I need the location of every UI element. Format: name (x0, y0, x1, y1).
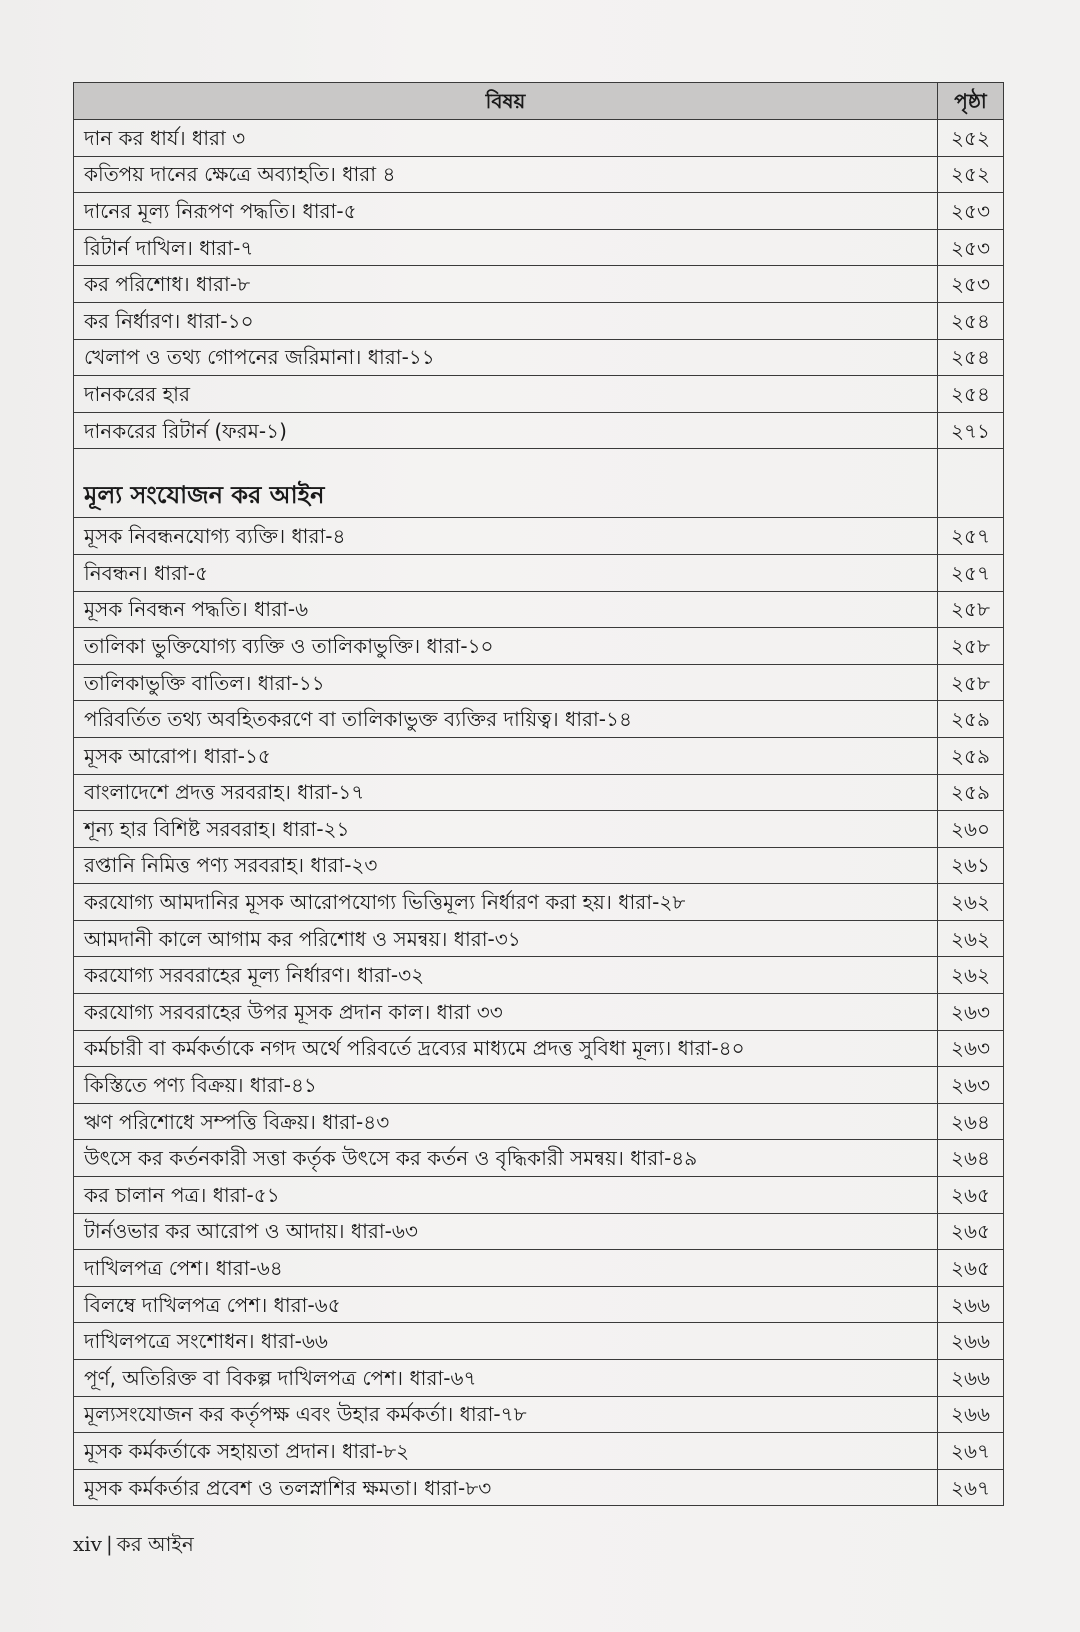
row-page-number: ২৬২ (938, 920, 1004, 957)
header-page: পৃষ্ঠা (938, 83, 1004, 120)
row-page-number: ২৬৬ (938, 1360, 1004, 1397)
table-row (74, 920, 1004, 957)
row-page-number: ২৭১ (938, 412, 1004, 449)
row-page-number: ২৫২ (938, 120, 1004, 157)
row-subject: করযোগ্য সরবরাহের উপর মূসক প্রদান কাল। ধারা ৩৩ (74, 994, 938, 1031)
table-row (74, 774, 1004, 811)
table-row (74, 591, 1004, 628)
row-subject: মূসক নিবন্ধন পদ্ধতি। ধারা-৬ (74, 591, 938, 628)
row-page-number: ২৬৫ (938, 1177, 1004, 1214)
table-row (74, 229, 1004, 266)
row-subject: মূসক নিবন্ধনযোগ্য ব্যক্তি। ধারা-৪ (74, 518, 938, 555)
row-page-number: ২৬৬ (938, 1323, 1004, 1360)
row-page-number: ২৬৭ (938, 1469, 1004, 1506)
table-row (74, 554, 1004, 591)
row-page-number: ২৬২ (938, 884, 1004, 921)
row-page-number: ২৫৭ (938, 518, 1004, 555)
contents-body (74, 120, 1004, 1506)
contents-table (73, 82, 1004, 1506)
table-row (74, 737, 1004, 774)
row-subject: আমদানী কালে আগাম কর পরিশোধ ও সমন্বয়। ধারা-৩১ (74, 920, 938, 957)
row-subject: মূল্যসংযোজন কর কর্তৃপক্ষ এবং উহার কর্মকর্তা। ধারা-৭৮ (74, 1396, 938, 1433)
row-subject: কর নির্ধারণ। ধারা-১০ (74, 302, 938, 339)
table-row (74, 1286, 1004, 1323)
page-footer (73, 1530, 194, 1563)
table-row (74, 1433, 1004, 1470)
row-page-number: ২৬৪ (938, 1103, 1004, 1140)
row-page-number: ২৬৩ (938, 1067, 1004, 1104)
row-page-number: ২৬৫ (938, 1250, 1004, 1287)
row-subject: নিবন্ধন। ধারা-৫ (74, 554, 938, 591)
row-subject: টার্নওভার কর আরোপ ও আদায়। ধারা-৬৩ (74, 1213, 938, 1250)
table-row (74, 1250, 1004, 1287)
row-page-number: ২৫৩ (938, 266, 1004, 303)
row-page-number: ২৬৭ (938, 1433, 1004, 1470)
table-row (74, 518, 1004, 555)
row-page-number: ২৫৪ (938, 339, 1004, 376)
row-subject: দানকরের রিটার্ন (ফরম-১) (74, 412, 938, 449)
table-row (74, 701, 1004, 738)
row-subject: রপ্তানি নিমিত্ত পণ্য সরবরাহ। ধারা-২৩ (74, 847, 938, 884)
table-row (74, 1103, 1004, 1140)
row-page-number: ২৫৩ (938, 229, 1004, 266)
row-subject: রিটার্ন দাখিল। ধারা-৭ (74, 229, 938, 266)
row-subject: পূর্ণ, অতিরিক্ত বা বিকল্প দাখিলপত্র পেশ। ধারা-৬৭ (74, 1360, 938, 1397)
section-blank-cell (938, 449, 1004, 518)
table-row (74, 1177, 1004, 1214)
section-row (74, 449, 1004, 518)
table-row (74, 847, 1004, 884)
table-row (74, 302, 1004, 339)
table-row (74, 664, 1004, 701)
table-row (74, 1067, 1004, 1104)
row-page-number: ২৬০ (938, 811, 1004, 848)
row-subject: তালিকা ভুক্তিযোগ্য ব্যক্তি ও তালিকাভুক্তি। ধারা-১০ (74, 628, 938, 665)
row-subject: দানকরের হার (74, 376, 938, 413)
table-row (74, 266, 1004, 303)
row-subject: ঋণ পরিশোধে সম্পত্তি বিক্রয়। ধারা-৪৩ (74, 1103, 938, 1140)
footer-book-title: কর আইন (116, 1532, 194, 1556)
row-page-number: ২৫৮ (938, 664, 1004, 701)
row-subject: শূন্য হার বিশিষ্ট সরবরাহ। ধারা-২১ (74, 811, 938, 848)
row-page-number: ২৬৬ (938, 1396, 1004, 1433)
footer-page-number: xiv (73, 1532, 102, 1556)
table-row (74, 994, 1004, 1031)
table-row (74, 1140, 1004, 1177)
row-page-number: ২৬৪ (938, 1140, 1004, 1177)
row-subject: পরিবর্তিত তথ্য অবহিতকরণে বা তালিকাভুক্ত ব্যক্তির দায়িত্ব। ধারা-১৪ (74, 701, 938, 738)
table-row (74, 193, 1004, 230)
section-title: মূল্য সংযোজন কর আইন (74, 449, 938, 518)
table-row (74, 957, 1004, 994)
table-row (74, 811, 1004, 848)
row-subject: দাখিলপত্র পেশ। ধারা-৬৪ (74, 1250, 938, 1287)
row-subject: কর পরিশোধ। ধারা-৮ (74, 266, 938, 303)
row-subject: বিলম্বে দাখিলপত্র পেশ। ধারা-৬৫ (74, 1286, 938, 1323)
row-page-number: ২৫৯ (938, 737, 1004, 774)
row-subject: দানের মূল্য নিরূপণ পদ্ধতি। ধারা-৫ (74, 193, 938, 230)
row-page-number: ২৬৫ (938, 1213, 1004, 1250)
table-row (74, 1396, 1004, 1433)
row-subject: খেলাপ ও তথ্য গোপনের জরিমানা। ধারা-১১ (74, 339, 938, 376)
table-row (74, 1213, 1004, 1250)
table-header-row (74, 83, 1004, 120)
table-row (74, 120, 1004, 157)
table-row (74, 1030, 1004, 1067)
row-subject: মূসক কর্মকর্তার প্রবেশ ও তলস্নাশির ক্ষমতা। ধারা-৮৩ (74, 1469, 938, 1506)
row-subject: কর চালান পত্র। ধারা-৫১ (74, 1177, 938, 1214)
row-page-number: ২৫২ (938, 156, 1004, 193)
row-subject: করযোগ্য সরবরাহের মূল্য নির্ধারণ। ধারা-৩২ (74, 957, 938, 994)
table-row (74, 1360, 1004, 1397)
row-subject: উৎসে কর কর্তনকারী সত্তা কর্তৃক উৎসে কর কর্তন ও বৃদ্ধিকারী সমন্বয়। ধারা-৪৯ (74, 1140, 938, 1177)
footer-separator: | (105, 1532, 113, 1556)
row-page-number: ২৬২ (938, 957, 1004, 994)
row-page-number: ২৬১ (938, 847, 1004, 884)
row-page-number: ২৬৬ (938, 1286, 1004, 1323)
row-page-number: ২৬৩ (938, 994, 1004, 1031)
table-row (74, 628, 1004, 665)
row-page-number: ২৫৮ (938, 628, 1004, 665)
row-page-number: ২৬৩ (938, 1030, 1004, 1067)
row-subject: দাখিলপত্রে সংশোধন। ধারা-৬৬ (74, 1323, 938, 1360)
row-subject: কর্মচারী বা কর্মকর্তাকে নগদ অর্থে পরিবর্তে দ্রব্যের মাধ্যমে প্রদত্ত সুবিধা মূল্য। ধারা-৪০ (74, 1030, 938, 1067)
table-row (74, 412, 1004, 449)
row-subject: মূসক আরোপ। ধারা-১৫ (74, 737, 938, 774)
table-row (74, 156, 1004, 193)
row-page-number: ২৫৪ (938, 376, 1004, 413)
row-subject: বাংলাদেশে প্রদত্ত সরবরাহ। ধারা-১৭ (74, 774, 938, 811)
row-page-number: ২৫৯ (938, 774, 1004, 811)
row-page-number: ২৫৮ (938, 591, 1004, 628)
row-page-number: ২৫৩ (938, 193, 1004, 230)
table-row (74, 339, 1004, 376)
table-row (74, 1469, 1004, 1506)
header-subject: বিষয় (74, 83, 938, 120)
row-subject: দান কর ধার্য। ধারা ৩ (74, 120, 938, 157)
row-subject: কতিপয় দানের ক্ষেত্রে অব্যাহতি। ধারা ৪ (74, 156, 938, 193)
table-row (74, 1323, 1004, 1360)
row-page-number: ২৫৪ (938, 302, 1004, 339)
row-subject: কিস্তিতে পণ্য বিক্রয়। ধারা-৪১ (74, 1067, 938, 1104)
row-page-number: ২৫৯ (938, 701, 1004, 738)
row-subject: তালিকাভুক্তি বাতিল। ধারা-১১ (74, 664, 938, 701)
row-subject: করযোগ্য আমদানির মূসক আরোপযোগ্য ভিত্তিমূল্য নির্ধারণ করা হয়। ধারা-২৮ (74, 884, 938, 921)
table-row (74, 884, 1004, 921)
row-subject: মূসক কর্মকর্তাকে সহায়তা প্রদান। ধারা-৮২ (74, 1433, 938, 1470)
table-row (74, 376, 1004, 413)
row-page-number: ২৫৭ (938, 554, 1004, 591)
